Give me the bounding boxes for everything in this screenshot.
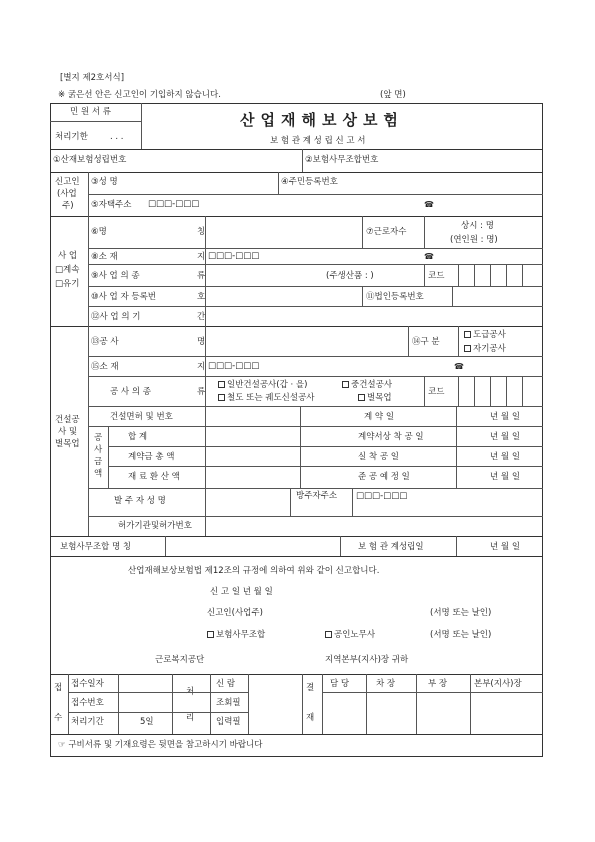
reporter-label-1: 신고인 <box>55 177 80 187</box>
recipient-org: 근로복지공단 <box>155 655 205 665</box>
business-name-suffix: 칭 <box>197 227 206 237</box>
license-label: 건설면허 및 번호 <box>110 412 173 422</box>
start-date-label: 계약서상 착 공 일 <box>358 432 424 442</box>
processing-period-label: 처리기간 <box>71 717 104 727</box>
subcontract-option[interactable]: 도급공사 <box>464 331 506 340</box>
phone-icon: ☎ <box>424 252 434 261</box>
work-name-suffix: 명 <box>197 337 206 347</box>
rrn-label: ④주민등록번호 <box>281 177 338 187</box>
approval-label-1: 결 <box>306 683 315 693</box>
construction-label-2: 사 및 <box>58 427 78 437</box>
business-label: 사 업 <box>58 251 78 261</box>
biz-reg-label: ⑩사 업 자 등록번 <box>91 292 156 302</box>
business-period-label: ⑫사 업 의 기 <box>91 312 141 322</box>
railway-construction-option[interactable]: 철도 또는 궤도신설공사 <box>218 394 315 403</box>
amount-header-1: 공 <box>94 433 103 443</box>
reporter-label-3: 주) <box>62 201 74 211</box>
location-suffix: 지 <box>197 252 206 262</box>
page-side-label: (앞 면) <box>380 90 406 100</box>
reporter-sign-note: (서명 또는 날인) <box>430 608 492 618</box>
seen-label: 신 람 <box>216 679 236 689</box>
general-construction-option[interactable]: 일반건설공사(갑 · 을) <box>218 381 307 390</box>
deputy-header: 차 장 <box>376 679 396 689</box>
work-kind-suffix: 류 <box>197 387 206 397</box>
receipt-number-label: 접수번호 <box>71 698 104 708</box>
sum-label: 합 계 <box>128 432 148 442</box>
footer-note: ☞ 구비서류 및 기재요령은 뒷면을 참고하시기 바랍니다 <box>58 740 263 750</box>
code-label: 코드 <box>428 387 445 397</box>
branch-head-header: 본부(지사)장 <box>474 679 522 689</box>
entered-label: 입력필 <box>216 717 241 727</box>
contract-date-ymd: 년 월 일 <box>490 412 521 422</box>
contract-total-label: 계약금 총 액 <box>128 452 175 462</box>
amount-header-3: 금 <box>94 457 103 467</box>
completion-date-label: 준 공 예 정 일 <box>358 472 410 482</box>
deadline-label: 처리기한 <box>55 132 88 142</box>
construction-label-3: 벌목업 <box>55 439 80 449</box>
notice-text: ※ 굵은선 안은 신고인이 기입하지 않습니다. <box>58 90 221 100</box>
established-date-label: 보 험 관 계성립일 <box>358 542 424 552</box>
orderer-name-label: 발 주 자 성 명 <box>114 496 166 506</box>
amount-header-2: 사 <box>94 445 103 455</box>
agency-name-label: 보험사무조합 명 칭 <box>60 542 132 552</box>
orderer-zip-boxes: □□□-□□□ <box>356 491 408 501</box>
business-period-suffix: 간 <box>197 312 206 322</box>
deadline-dots: . . . <box>110 132 124 142</box>
labor-attorney-option[interactable]: 공인노무사 <box>325 631 375 640</box>
workers-label: ⑦근로자수 <box>366 227 407 237</box>
civil-doc-label: 민 원 서 류 <box>70 107 111 117</box>
reporter-label-2: (사업 <box>57 189 77 199</box>
amount-header-4: 액 <box>94 469 103 479</box>
workers-regular: 상시 : 명 <box>461 221 494 231</box>
established-ymd: 년 월 일 <box>490 542 521 552</box>
location-zip-boxes: □□□-□□□ <box>208 251 260 261</box>
business-name-label: ⑥명 <box>91 227 107 237</box>
receipt-date-label: 접수일자 <box>71 679 104 689</box>
home-zip-boxes: □□□-□□□ <box>148 199 200 209</box>
biz-reg-suffix: 호 <box>197 292 206 302</box>
declaration-text: 산업재해보상보험법 제12조의 규정에 의하여 위와 같이 신고합니다. <box>128 566 380 576</box>
work-name-label: ⑬공 사 <box>91 337 119 347</box>
logging-option[interactable]: 벌목업 <box>358 394 392 403</box>
corp-number-label: ⑪법인등록번호 <box>366 292 424 302</box>
phone-icon: ☎ <box>454 362 464 371</box>
officer-header: 담 당 <box>330 679 350 689</box>
permit-label: 허가기관및허가번호 <box>118 521 192 531</box>
heavy-construction-option[interactable]: 중건설공사 <box>342 381 392 390</box>
main-product: (주생산품 : ) <box>326 271 374 281</box>
code-label: 코드 <box>428 271 445 281</box>
contract-date-label: 계 약 일 <box>364 412 395 422</box>
workers-total: (연인원 : 명) <box>450 235 498 245</box>
form-subtitle: 보 험 관 계 성 립 신 고 서 <box>270 136 366 146</box>
division-label: ⑭구 분 <box>412 337 440 347</box>
phone-icon: ☎ <box>424 200 434 209</box>
start-date-ymd: 년 월 일 <box>490 432 521 442</box>
site-zip-boxes: □□□-□□□ <box>208 361 260 371</box>
self-construction-option[interactable]: 자기공사 <box>464 345 506 354</box>
report-date: 신 고 일 년 월 일 <box>210 587 273 597</box>
agency-number-label: ②보험사무조합번호 <box>305 155 379 165</box>
reporter-sign-label: 신고인(사업주) <box>207 608 263 618</box>
recipient-title: 지역본부(지사)장 귀하 <box>325 655 409 665</box>
receipt-side-2: 수 <box>54 713 63 723</box>
real-start-ymd: 년 월 일 <box>490 452 521 462</box>
site-location-suffix: 지 <box>197 362 206 372</box>
business-type-suffix: 류 <box>197 271 206 281</box>
process-label-1: 처 <box>186 687 195 697</box>
receipt-side-1: 접 <box>54 683 63 693</box>
orderer-address-label: 방주자주소 <box>296 491 338 501</box>
continuous-checkbox[interactable]: □계속 <box>55 265 80 275</box>
work-kind-label: 공 사 의 종 <box>110 387 151 397</box>
agency-sign-note: (서명 또는 날인) <box>430 630 492 640</box>
processing-period-value: 5일 <box>140 717 154 727</box>
process-label-2: 리 <box>186 713 195 723</box>
material-amount-label: 재 료 환 산 액 <box>128 472 180 482</box>
checked-label: 조회필 <box>216 698 241 708</box>
real-start-label: 실 착 공 일 <box>358 452 399 462</box>
fixed-term-checkbox[interactable]: □유기 <box>55 279 80 289</box>
director-header: 부 장 <box>428 679 448 689</box>
business-type-label: ⑨사 업 의 종 <box>91 271 140 281</box>
home-address-label: ⑤자택주소 <box>91 200 132 210</box>
site-location-label: ⑮소 재 <box>91 362 119 372</box>
form-number: [별지 제2호서식] <box>60 73 125 83</box>
approval-label-2: 재 <box>306 713 315 723</box>
insurance-number-label: ①산재보험성립번호 <box>53 155 127 165</box>
name-label: ③성 명 <box>91 177 118 187</box>
construction-label-1: 건설공 <box>55 415 80 425</box>
agency-option[interactable]: 보험사무조합 <box>207 631 265 640</box>
completion-date-ymd: 년 월 일 <box>490 472 521 482</box>
location-label: ⑧소 재 <box>91 252 118 262</box>
form-title: 산업재해보상보험 <box>240 111 404 129</box>
